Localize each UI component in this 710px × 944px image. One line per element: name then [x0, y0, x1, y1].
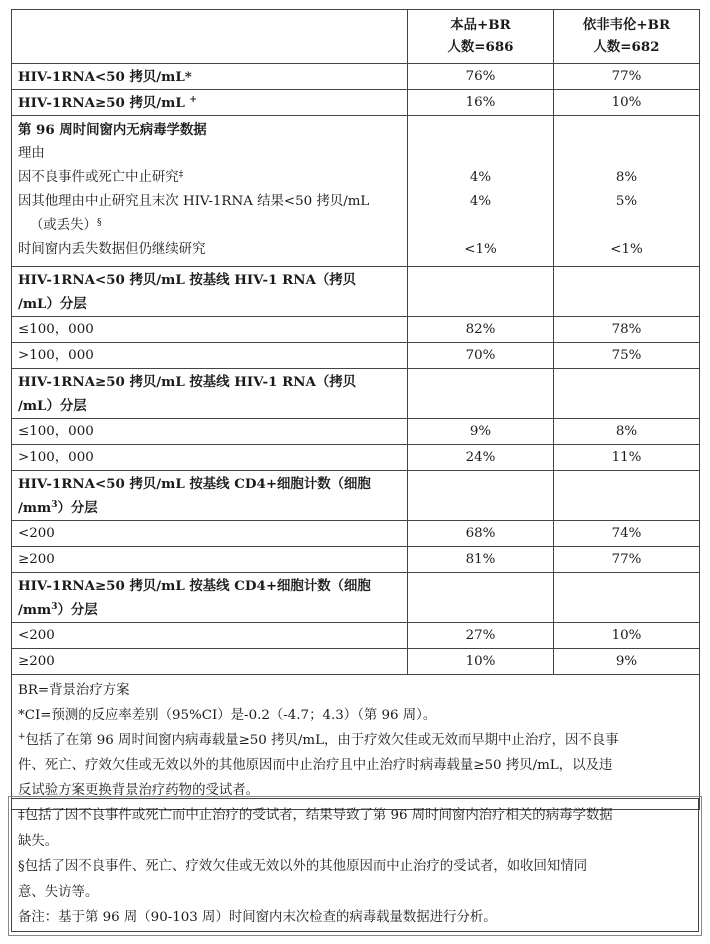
header-study-drug [408, 10, 554, 64]
row-value-a: 9% [408, 419, 554, 445]
row-label: >100，000 [12, 445, 408, 471]
value: 8% [615, 170, 638, 185]
block-line [18, 214, 401, 238]
row-value-a: 27% [408, 623, 554, 649]
group-title [12, 369, 408, 419]
footnotes-row [12, 675, 700, 810]
footnote-mark: ‡ [178, 170, 184, 180]
table-row [12, 521, 700, 547]
row-value-b: 74% [554, 521, 700, 547]
value: 4% [469, 194, 492, 209]
footnote-remark: 备注：基于第 96 周（90-103 周）时间窗内末次检查的病毒载量数据进行分析。 [18, 910, 497, 925]
footnote-text: 包括了在第 96 周时间窗内病毒载量≥50 拷贝/mL，由于疗效欠佳或无效而早期中止治疗，因不良事 [25, 733, 619, 748]
block-line-text: 因不良事件或死亡中止研究 [18, 170, 179, 185]
row-value-b: 77% [554, 64, 700, 90]
row-label-text: HIV-1RNA≥50 拷贝/mL [18, 95, 185, 111]
table-row [12, 317, 700, 343]
block-line: 理由 [18, 146, 45, 161]
table-row [12, 623, 700, 649]
row-value-a: 16% [408, 90, 554, 116]
empty-cell [554, 471, 700, 521]
block-line: 因其他理由中止研究且末次 HIV-1RNA 结果<50 拷贝/mL [18, 194, 370, 209]
group-title-line: /mL）分层 [18, 296, 87, 312]
row-label: <200 [12, 623, 408, 649]
group-title-row [12, 573, 700, 623]
group-title [12, 573, 408, 623]
row-value-b: 9% [554, 649, 700, 675]
group-title-line: HIV-1RNA≥50 拷贝/mL 按基线 CD4+细胞计数（细胞 [18, 578, 371, 594]
group-title-line [18, 598, 401, 622]
row-label: ≥200 [12, 547, 408, 573]
row-label: ≤100，000 [12, 317, 408, 343]
value: 4% [469, 170, 492, 185]
group-title-row [12, 369, 700, 419]
table-row-no-data [12, 116, 700, 267]
header-col2-n: 人数=686 [447, 39, 514, 55]
footnote-section-cont: 意、失访等。 [18, 884, 99, 900]
empty-cell [408, 369, 554, 419]
row-value-a: 10% [408, 649, 554, 675]
row-value-b: 77% [554, 547, 700, 573]
footnote-mark: § [96, 218, 102, 228]
row-label [12, 90, 408, 116]
block-line: 时间窗内丢失数据但仍继续研究 [18, 242, 206, 257]
block-line [18, 166, 401, 190]
footnote-double-dagger-cont: 缺失。 [18, 833, 59, 849]
row-value-b: 10% [554, 623, 700, 649]
footnote-plus-cont: 件、死亡、疗效欠佳或无效以外的其他原因而中止治疗且中止治疗时病毒载量≥50 拷贝/mL，以及违 [18, 758, 613, 773]
table-row [12, 445, 700, 471]
row-value-b: 11% [554, 445, 700, 471]
value: <1% [464, 242, 497, 257]
no-data-values-a [408, 116, 554, 267]
row-value-a: 81% [408, 547, 554, 573]
group-title-line: HIV-1RNA≥50 拷贝/mL 按基线 HIV-1 RNA（拷贝 [18, 374, 357, 390]
row-label: ≤100，000 [12, 419, 408, 445]
row-value-b: 8% [554, 419, 700, 445]
footnote-plus-cont: 反试验方案更换背景治疗药物的受试者。 [18, 783, 260, 798]
table-row [12, 419, 700, 445]
footnote-section: §包括了因不良事件、死亡、疗效欠佳或无效以外的其他原因而中止治疗的受试者，如收回知情同 [18, 859, 588, 874]
row-value-a: 76% [408, 64, 554, 90]
header-col3-n: 人数=682 [593, 39, 660, 55]
row-label: >100，000 [12, 343, 408, 369]
row-value-a: 68% [408, 521, 554, 547]
row-value-b: 78% [554, 317, 700, 343]
header-efavirenz [554, 10, 700, 64]
group-title-text: ）分层 [57, 602, 98, 618]
header-row [12, 10, 700, 64]
row-value-b: 75% [554, 343, 700, 369]
row-value-a: 82% [408, 317, 554, 343]
empty-cell [554, 267, 700, 317]
group-title-line [18, 496, 401, 520]
block-title: 第 96 周时间窗内无病毒学数据 [18, 122, 207, 138]
no-data-values-b [554, 116, 700, 267]
empty-cell [408, 471, 554, 521]
empty-cell [408, 573, 554, 623]
footnotes-cell [12, 675, 700, 810]
superscript: 3 [51, 500, 58, 510]
footnote-br: BR=背景治疗方案 [18, 683, 130, 698]
value: <1% [610, 242, 643, 257]
superscript: 3 [51, 602, 58, 612]
footnote-double-dagger: ‡包括了因不良事件或死亡而中止治疗的受试者，结果导致了第 96 周时间窗内治疗相关的病毒学数据 [18, 808, 613, 823]
group-title [12, 471, 408, 521]
block-line-text: （或丢失） [30, 218, 97, 233]
group-title-line: /mL）分层 [18, 398, 87, 414]
group-title-line: HIV-1RNA<50 拷贝/mL 按基线 CD4+细胞计数（细胞 [18, 476, 371, 492]
group-title-text: ）分层 [57, 500, 98, 516]
empty-cell [408, 267, 554, 317]
table-row [12, 343, 700, 369]
header-empty-cell [12, 10, 408, 64]
table-row [12, 649, 700, 675]
footnote-plus [18, 728, 693, 753]
group-title [12, 267, 408, 317]
group-title-row [12, 267, 700, 317]
results-table [11, 9, 700, 810]
empty-cell [554, 573, 700, 623]
row-label: ≥200 [12, 649, 408, 675]
row-label: HIV-1RNA<50 拷贝/mL* [12, 64, 408, 90]
empty-cell [554, 369, 700, 419]
row-label: <200 [12, 521, 408, 547]
table-row [12, 64, 700, 90]
footnote-mark: + [18, 732, 26, 742]
row-value-a: 70% [408, 343, 554, 369]
header-col3-name: 依非韦伦+BR [582, 17, 671, 33]
table-row [12, 90, 700, 116]
group-title-line: HIV-1RNA<50 拷贝/mL 按基线 HIV-1 RNA（拷贝 [18, 272, 357, 288]
value: 5% [615, 194, 638, 209]
footnote-ci: *CI=预测的反应率差别（95%CI）是-0.2（-4.7；4.3）（第 96 周）。 [18, 708, 437, 723]
row-value-b: 10% [554, 90, 700, 116]
group-title-text: /mm [18, 602, 52, 618]
no-data-labels [12, 116, 408, 267]
header-col2-name: 本品+BR [450, 17, 511, 33]
second-notes-box [11, 798, 699, 932]
table-row [12, 547, 700, 573]
footnote-mark: + [189, 95, 197, 105]
row-value-a: 24% [408, 445, 554, 471]
group-title-row [12, 471, 700, 521]
group-title-text: /mm [18, 500, 52, 516]
